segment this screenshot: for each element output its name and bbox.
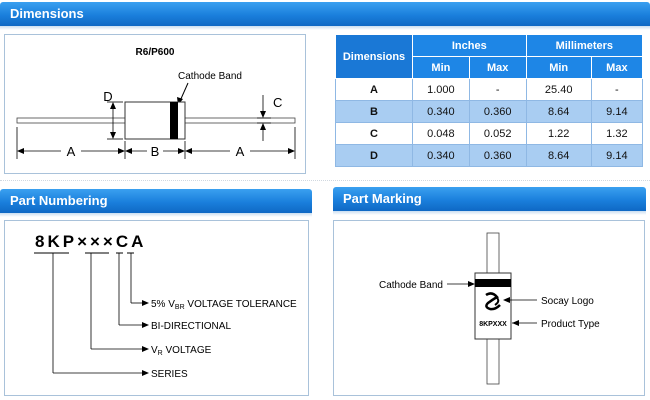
cathode-band: [170, 102, 178, 139]
cell-in-min: 0.340: [413, 101, 470, 123]
part-numbering-header: Part Numbering: [0, 189, 312, 213]
cell-in-min: 1.000: [413, 79, 470, 101]
header-shadow: [333, 211, 646, 215]
th-in-min: Min: [413, 57, 470, 79]
package-label: R6/P600: [135, 47, 175, 58]
cell-in-min: 0.048: [413, 123, 470, 145]
cathode-band-callout: Cathode Band: [379, 280, 443, 291]
th-mm-min: Min: [526, 57, 591, 79]
row-dim: D: [336, 145, 413, 167]
marked-cathode-band: [475, 279, 511, 287]
series-label: SERIES: [151, 369, 188, 380]
header-shadow: [0, 26, 650, 30]
row-dim: A: [336, 79, 413, 101]
cathode-band-label: Cathode Band: [178, 71, 242, 82]
dimensions-header: Dimensions: [0, 2, 650, 26]
th-millimeters: Millimeters: [526, 35, 642, 57]
part-numbering-panel: [4, 220, 309, 396]
cell-mm-max: 1.32: [591, 123, 642, 145]
cell-in-min: 0.340: [413, 145, 470, 167]
table-row: [336, 145, 643, 167]
cell-mm-min: 8.64: [526, 101, 591, 123]
product-type-text: 8KPXXX: [479, 321, 507, 328]
th-in-max: Max: [469, 57, 526, 79]
part-marking-header: Part Marking: [333, 187, 646, 211]
th-inches: Inches: [413, 35, 527, 57]
cell-in-max: 0.360: [469, 101, 526, 123]
top-lead: [487, 233, 499, 273]
tolerance-label: 5% $V_{BR}$ VOLTAGE TOLERANCE: [151, 299, 297, 311]
cathode-leader: [180, 83, 188, 101]
row-dim: C: [336, 123, 413, 145]
left-lead: [17, 118, 125, 123]
diode-dimension-diagram: [5, 35, 305, 173]
cell-in-max: 0.360: [469, 145, 526, 167]
bidirectional-label: BI-DIRECTIONAL: [151, 321, 232, 332]
header-shadow: [0, 213, 312, 217]
dimensions-table: [335, 34, 643, 167]
cell-mm-min: 8.64: [526, 145, 591, 167]
label-a-right: A: [235, 144, 245, 159]
table-row: [336, 101, 643, 123]
th-dimensions: Dimensions: [336, 35, 413, 79]
table-row: [336, 123, 643, 145]
vr-voltage-label: $V_R$ VOLTAGE: [151, 345, 212, 357]
label-b: B: [150, 144, 160, 159]
table-row: [336, 79, 643, 101]
part-numbering-diagram: [5, 221, 308, 395]
cell-in-max: 0.052: [469, 123, 526, 145]
th-mm-max: Max: [591, 57, 642, 79]
label-a-left: A: [66, 144, 76, 159]
cell-mm-min: 1.22: [526, 123, 591, 145]
section-divider: [0, 180, 650, 183]
product-type-callout: Product Type: [541, 319, 600, 330]
bottom-lead: [487, 339, 499, 384]
row-dim: B: [336, 101, 413, 123]
cell-in-max: -: [469, 79, 526, 101]
right-lead: [185, 118, 295, 123]
part-marking-panel: [333, 220, 645, 396]
dimensions-diagram-panel: [4, 34, 306, 174]
cell-mm-max: 9.14: [591, 145, 642, 167]
label-d: D: [103, 89, 113, 104]
cell-mm-max: 9.14: [591, 101, 642, 123]
socay-logo-callout: Socay Logo: [541, 296, 594, 307]
cell-mm-max: -: [591, 79, 642, 101]
part-number-code: 8KP×××CA: [35, 232, 147, 251]
cell-mm-min: 25.40: [526, 79, 591, 101]
label-c: C: [273, 95, 283, 110]
part-marking-diagram: [334, 221, 644, 395]
